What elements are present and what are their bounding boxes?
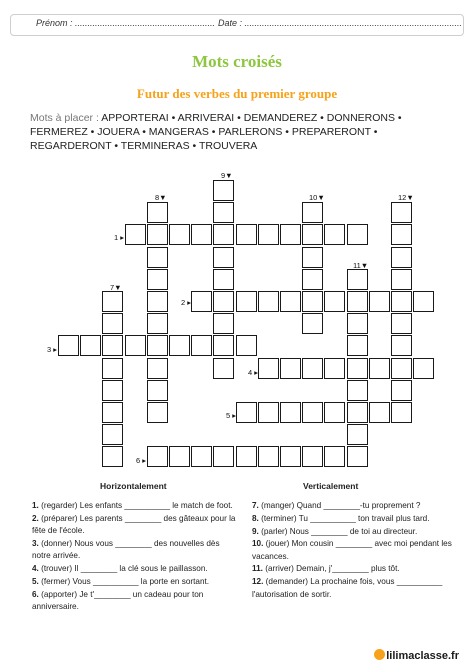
crossword-cell[interactable] — [258, 224, 279, 245]
lightbulb-icon — [374, 649, 385, 660]
crossword-cell[interactable] — [347, 335, 368, 356]
crossword-cell[interactable] — [258, 446, 279, 467]
logo-text: lilimaclasse.fr — [386, 650, 459, 662]
clue-num: 12. — [252, 577, 264, 587]
crossword-cell[interactable] — [147, 247, 168, 268]
crossword-cell[interactable] — [236, 291, 257, 312]
clue-text: (demander) La prochaine fois, vous __________ l'autorisation de sortir. — [252, 577, 443, 599]
crossword-cell[interactable] — [191, 224, 212, 245]
clue-number-10: 10▼ — [309, 193, 325, 202]
clue-text: (manger) Quand ________-tu proprement ? — [258, 501, 421, 510]
crossword-cell[interactable] — [125, 224, 146, 245]
crossword-cell[interactable] — [191, 335, 212, 356]
crossword-cell[interactable] — [391, 202, 412, 223]
crossword-cell[interactable] — [302, 202, 323, 223]
horizontal-clue-2 — [32, 513, 238, 538]
crossword-cell[interactable] — [147, 313, 168, 334]
crossword-cell[interactable] — [347, 358, 368, 379]
crossword-cell[interactable] — [347, 291, 368, 312]
crossword-cell[interactable] — [169, 224, 190, 245]
date-field[interactable]: Date : ....................................................................................... — [218, 18, 463, 28]
vertical-clue-10 — [252, 538, 454, 563]
horizontal-heading: Horizontalement — [100, 481, 167, 491]
clue-text: (trouver) Il ________ la clé sous le paillasson. — [38, 563, 208, 573]
crossword-cell[interactable] — [369, 358, 390, 379]
crossword-cell[interactable] — [347, 269, 368, 290]
horizontal-clue-5 — [32, 576, 238, 588]
clue-num: 3. — [32, 538, 39, 548]
crossword-cell[interactable] — [236, 402, 257, 423]
crossword-cell[interactable] — [258, 402, 279, 423]
crossword-cell[interactable] — [147, 224, 168, 245]
clue-number-8: 8▼ — [155, 193, 167, 202]
crossword-cell[interactable] — [147, 335, 168, 356]
clue-number-11: 11▼ — [353, 261, 369, 270]
crossword-cell[interactable] — [280, 446, 301, 467]
crossword-cell[interactable] — [213, 202, 234, 223]
crossword-cell[interactable] — [302, 446, 323, 467]
crossword-cell[interactable] — [102, 446, 123, 467]
crossword-cell[interactable] — [147, 202, 168, 223]
clue-num: 4. — [32, 563, 39, 573]
crossword-cell[interactable] — [213, 247, 234, 268]
clue-num: 2. — [32, 513, 39, 523]
clue-text: (parler) Nous ________ de toi au directeur. — [258, 526, 418, 536]
crossword-cell[interactable] — [391, 269, 412, 290]
crossword-cell[interactable] — [213, 313, 234, 334]
clue-text: (arriver) Demain, j'________ plus tôt. — [262, 564, 400, 574]
vertical-clue-12 — [252, 576, 454, 601]
clue-number-12: 12▼ — [398, 193, 414, 202]
vertical-heading: Verticalement — [303, 481, 359, 491]
crossword-cell[interactable] — [191, 446, 212, 467]
horizontal-clue-3 — [32, 538, 238, 563]
page-subtitle: Futur des verbes du premier groupe — [136, 86, 338, 101]
crossword-cell[interactable] — [391, 313, 412, 334]
clue-text: (terminer) Tu __________ ton travail plus tard. — [258, 513, 430, 523]
crossword-cell[interactable] — [324, 291, 345, 312]
crossword-cell[interactable] — [102, 335, 123, 356]
clue-number-9: 9▼ — [221, 171, 233, 180]
crossword-cell[interactable] — [236, 335, 257, 356]
crossword-cell[interactable] — [213, 180, 234, 201]
crossword-cell[interactable] — [258, 291, 279, 312]
crossword-cell[interactable] — [213, 269, 234, 290]
horizontal-clue-4 — [32, 563, 238, 575]
crossword-cell[interactable] — [102, 380, 123, 401]
crossword-cell[interactable] — [147, 402, 168, 423]
crossword-cell[interactable] — [324, 224, 345, 245]
crossword-cell[interactable] — [236, 446, 257, 467]
crossword-cell[interactable] — [213, 335, 234, 356]
clue-number-4: 4 ▸ — [248, 368, 259, 377]
crossword-cell[interactable] — [391, 291, 412, 312]
crossword-cell[interactable] — [347, 402, 368, 423]
crossword-cell[interactable] — [302, 269, 323, 290]
crossword-cell[interactable] — [147, 380, 168, 401]
vertical-clue-9 — [252, 526, 454, 538]
vertical-clues — [252, 500, 454, 601]
crossword-cell[interactable] — [102, 291, 123, 312]
crossword-cell[interactable] — [147, 446, 168, 467]
horizontal-clue-6 — [32, 589, 238, 614]
clue-num: 10. — [252, 539, 264, 549]
clue-num: 9. — [252, 526, 259, 536]
crossword-cell[interactable] — [347, 424, 368, 445]
clue-number-6: 6 ▸ — [136, 456, 147, 465]
clue-number-2: 2 ▸ — [181, 298, 192, 307]
vertical-clue-8 — [252, 513, 454, 525]
word-list-items: APPORTERAI • ARRIVERAI • DEMANDEREZ • DONNERONS • FERMEREZ • JOUERA • MANGERAS • PARLERONS • PREPARERONT • REGARDERONT • TERMINERAS • TROUVERA — [30, 112, 402, 152]
clue-text: (jouer) Mon cousin ________ avec moi pendant les vacances. — [252, 539, 452, 561]
crossword-cell[interactable] — [102, 313, 123, 334]
crossword-cell[interactable] — [391, 380, 412, 401]
horizontal-clue-1 — [32, 500, 238, 512]
crossword-cell[interactable] — [125, 335, 146, 356]
crossword-cell[interactable] — [391, 224, 412, 245]
vertical-clue-11 — [252, 563, 454, 575]
clue-text: (fermer) Vous __________ la porte en sortant. — [38, 576, 210, 586]
crossword-cell[interactable] — [324, 446, 345, 467]
vertical-clue-7 — [252, 500, 454, 512]
crossword-cell[interactable] — [413, 358, 434, 379]
crossword-cell[interactable] — [347, 224, 368, 245]
crossword-cell[interactable] — [147, 358, 168, 379]
crossword-cell[interactable] — [280, 224, 301, 245]
crossword-cell[interactable] — [302, 402, 323, 423]
crossword-cell[interactable] — [280, 358, 301, 379]
crossword-cell[interactable] — [369, 291, 390, 312]
crossword-cell[interactable] — [324, 402, 345, 423]
crossword-cell[interactable] — [102, 424, 123, 445]
crossword-cell[interactable] — [347, 313, 368, 334]
crossword-cell[interactable] — [302, 358, 323, 379]
crossword-cell[interactable] — [236, 224, 257, 245]
crossword-cell[interactable] — [102, 358, 123, 379]
crossword-cell[interactable] — [347, 446, 368, 467]
crossword-cell[interactable] — [280, 291, 301, 312]
clue-number-5: 5 ▸ — [226, 411, 237, 420]
crossword-cell[interactable] — [324, 358, 345, 379]
page-title: Mots croisés — [192, 52, 282, 71]
word-list-label: Mots à placer : — [30, 112, 102, 124]
crossword-cell[interactable] — [213, 291, 234, 312]
clue-num: 5. — [32, 576, 39, 586]
crossword-cell[interactable] — [302, 247, 323, 268]
crossword-cell[interactable] — [169, 335, 190, 356]
crossword-cell[interactable] — [302, 291, 323, 312]
crossword-cell[interactable] — [213, 358, 234, 379]
crossword-cell[interactable] — [391, 247, 412, 268]
crossword-cell[interactable] — [213, 224, 234, 245]
crossword-cell[interactable] — [258, 358, 279, 379]
clue-text: (donner) Nous vous ________ des nouvelles dès notre arrivée. — [32, 538, 220, 561]
site-logo — [374, 649, 459, 662]
crossword-cell[interactable] — [391, 402, 412, 423]
crossword-cell[interactable] — [302, 313, 323, 334]
crossword-cell[interactable] — [147, 291, 168, 312]
crossword-cell[interactable] — [391, 335, 412, 356]
horizontal-clues — [32, 500, 238, 614]
clue-text: (apporter) Je t'________ un cadeau pour ton anniversaire. — [32, 589, 204, 611]
crossword-cell[interactable] — [58, 335, 79, 356]
crossword-cell[interactable] — [280, 402, 301, 423]
crossword-cell[interactable] — [347, 380, 368, 401]
clue-num: 6. — [32, 589, 39, 599]
clue-num: 1. — [32, 501, 39, 510]
crossword-cell[interactable] — [413, 291, 434, 312]
prenom-field[interactable]: Prénom : ........................................................ — [36, 18, 216, 28]
crossword-cell[interactable] — [169, 446, 190, 467]
crossword-cell[interactable] — [191, 291, 212, 312]
clue-number-7: 7▼ — [110, 283, 122, 292]
clue-number-3: 3 ▸ — [47, 345, 58, 354]
clue-text: (préparer) Les parents ________ des gâteaux pour la fête de l'école. — [32, 513, 236, 536]
crossword-cell[interactable] — [147, 269, 168, 290]
crossword-cell[interactable] — [302, 224, 323, 245]
crossword-cell[interactable] — [213, 446, 234, 467]
clue-num: 11. — [252, 564, 263, 574]
clue-number-1: 1 ▸ — [114, 233, 125, 242]
crossword-cell[interactable] — [80, 335, 101, 356]
crossword-cell[interactable] — [369, 402, 390, 423]
clue-num: 8. — [252, 513, 259, 523]
crossword-cell[interactable] — [391, 358, 412, 379]
clue-text: (regarder) Les enfants __________ le match de foot. — [38, 501, 233, 510]
clue-num: 7. — [252, 501, 259, 510]
crossword-cell[interactable] — [102, 402, 123, 423]
